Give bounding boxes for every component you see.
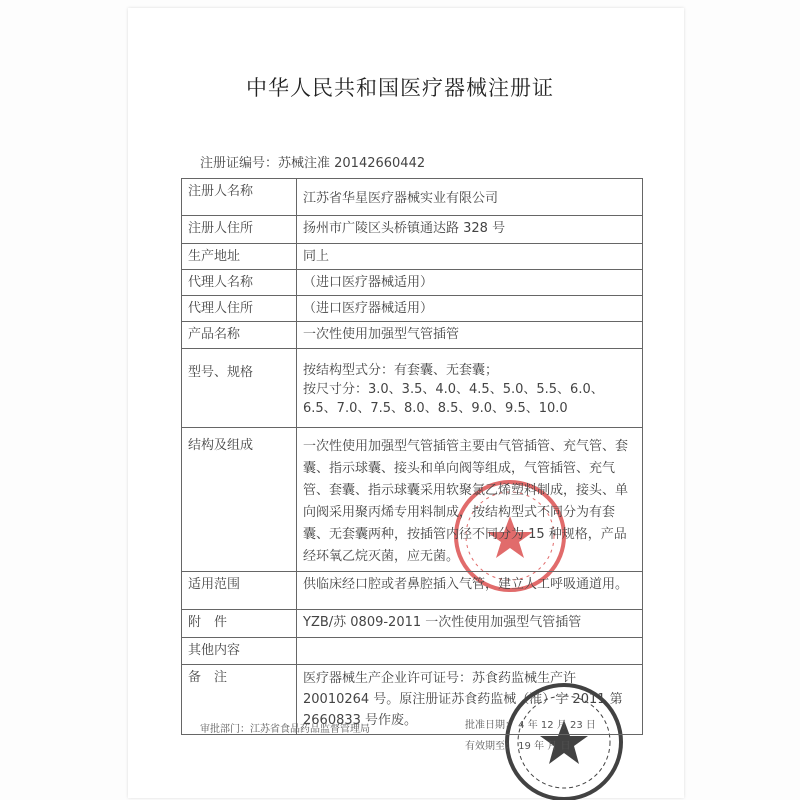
table-row bbox=[182, 270, 643, 296]
row-value: 江苏省华星医疗器械实业有限公司 bbox=[297, 179, 643, 216]
row-label: 其他内容 bbox=[182, 638, 297, 665]
row-value: （进口医疗器械适用） bbox=[297, 296, 643, 322]
row-label: 附 件 bbox=[182, 610, 297, 638]
table-row bbox=[182, 349, 643, 428]
row-value: 一次性使用加强型气管插管主要由气管插管、充气管、套囊、指示球囊、接头和单向阀等组成，气管插管、充气管、套囊、指示球囊采用软聚氯乙烯塑料制成，接头、单向阀采用聚丙烯专用料制成，按结构型式不同分为有套囊、无套囊两种，按插管内径不同分为 15 种规格，产品经环氧乙烷灭菌，应无菌。 bbox=[297, 428, 643, 572]
document-title: 中华人民共和国医疗器械注册证 bbox=[246, 76, 554, 100]
row-value: 按结构型式分：有套囊、无套囊； 按尺寸分：3.0、3.5、4.0、4.5、5.0、5.5、6.0、6.5、7.0、7.5、8.0、8.5、9.0、9.5、10.0 bbox=[297, 349, 643, 428]
row-value: YZB/苏 0809-2011 一次性使用加强型气管插管 bbox=[297, 610, 643, 638]
row-label: 生产地址 bbox=[182, 244, 297, 270]
row-label: 型号、规格 bbox=[182, 349, 297, 428]
row-value: 扬州市广陵区头桥镇通达路 328 号 bbox=[297, 216, 643, 244]
registration-number: 注册证编号：苏械注准 20142660442 bbox=[200, 156, 426, 171]
row-label: 产品名称 bbox=[182, 322, 297, 349]
row-label: 备 注 bbox=[182, 665, 297, 735]
row-label: 注册人住所 bbox=[182, 216, 297, 244]
table-row bbox=[182, 428, 643, 572]
table-row bbox=[182, 244, 643, 270]
table-row bbox=[182, 179, 643, 216]
table-row bbox=[182, 296, 643, 322]
registration-table bbox=[181, 178, 643, 735]
row-value: 医疗器械生产企业许可证号：苏食药监械生产许 20010264 号。原注册证苏食药监械（准）字 2011 第 2660833 号作废。 bbox=[297, 665, 643, 735]
row-value: 同上 bbox=[297, 244, 643, 270]
row-value: 供临床经口腔或者鼻腔插入气管，建立人工呼吸通道用。 bbox=[297, 572, 643, 610]
table-row bbox=[182, 572, 643, 610]
valid-until: 有效期至： 19 年 月 日 bbox=[465, 741, 571, 752]
row-label: 代理人名称 bbox=[182, 270, 297, 296]
row-label: 注册人名称 bbox=[182, 179, 297, 216]
row-label: 适用范围 bbox=[182, 572, 297, 610]
table-row bbox=[182, 638, 643, 665]
approval-department: 审批部门：江苏省食品药品监督管理局 bbox=[200, 724, 370, 735]
row-value: （进口医疗器械适用） bbox=[297, 270, 643, 296]
row-value: 一次性使用加强型气管插管 bbox=[297, 322, 643, 349]
row-label: 代理人住所 bbox=[182, 296, 297, 322]
table-row bbox=[182, 216, 643, 244]
table-row bbox=[182, 322, 643, 349]
row-label: 结构及组成 bbox=[182, 428, 297, 572]
approval-date: 批准日期： 4 年 12 月 23 日 bbox=[465, 720, 596, 731]
table-row bbox=[182, 610, 643, 638]
row-value bbox=[297, 638, 643, 665]
